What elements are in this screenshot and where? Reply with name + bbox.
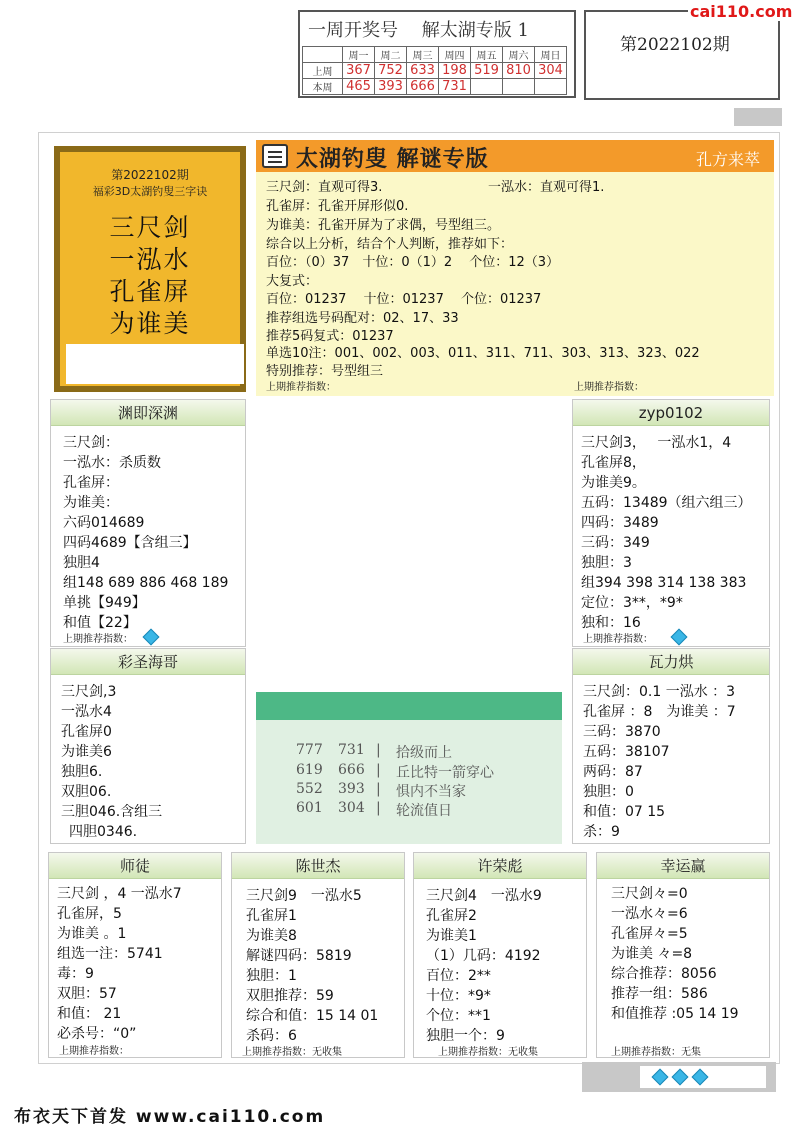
card-line: 一泓水々=6 xyxy=(611,906,688,922)
recommend-index-label: 上期推荐指数：无集 xyxy=(611,1047,701,1058)
poem-text: 丘比特一箭穿心 xyxy=(396,765,494,781)
card-line: 百位：2** xyxy=(426,968,491,984)
rating-strip-inner xyxy=(640,1066,766,1088)
recommend-index-label: 上期推荐指数：无收集 xyxy=(242,1047,342,1058)
recommend-index-label: 上期推荐指数： xyxy=(574,382,644,393)
gold-line: 孔雀屏 xyxy=(109,277,191,306)
card-line: 组394 398 314 138 383 xyxy=(581,575,747,591)
card-line: 三尺剑：0.1 一泓水 ：3 xyxy=(583,684,736,700)
card-chenshijie xyxy=(231,852,405,1058)
site-logo[interactable]: cai110.com xyxy=(690,2,793,21)
gold-line: 三尺剑 xyxy=(109,213,191,242)
card-title: zyp0102 xyxy=(573,400,769,426)
result-cell xyxy=(471,79,503,95)
card-xurongbiao xyxy=(413,852,587,1058)
card-caisheng xyxy=(50,648,246,844)
card-line: 毒：9 xyxy=(57,966,94,982)
poem-separator: | xyxy=(376,742,381,758)
card-line: 六码014689 xyxy=(63,515,145,531)
card-line: 为谁美 々=8 xyxy=(611,946,693,962)
poem-text: 轮流值日 xyxy=(396,803,452,819)
card-line: 三尺剑9 一泓水5 xyxy=(246,888,362,904)
middle-blank-area xyxy=(256,398,562,690)
card-line: 三尺剑 ，4 一泓水7 xyxy=(57,886,182,902)
recommend-index-label: 上期推荐指数： xyxy=(63,634,133,645)
footer-text: 布衣天下首发 www.cai110.com xyxy=(14,1107,326,1127)
card-line: 为谁美 。1 xyxy=(57,926,127,942)
card-line: 三尺剑4 一泓水9 xyxy=(426,888,542,904)
card-line: 孔雀屏2 xyxy=(426,908,477,924)
poem-text: 拾级而上 xyxy=(396,745,452,761)
card-line: （1）几码：4192 xyxy=(426,948,541,964)
result-cell: 465 xyxy=(343,79,375,95)
article-line: 特别推荐：号型组三 xyxy=(266,364,384,379)
gold-panel xyxy=(54,146,246,392)
article-line: 百位：（0）37 十位：0（1）2 个位：12（3） xyxy=(266,255,560,270)
card-line: 双胆06. xyxy=(61,784,112,800)
card-line: 三码：3870 xyxy=(583,724,661,740)
article-author: 孔方来萃 xyxy=(695,150,760,169)
article-line: 为谁美：孔雀开屏为了求偶，号型组三。 xyxy=(266,218,501,233)
card-line: 和值：07 15 xyxy=(583,804,666,820)
gold-period: 第2022102期 xyxy=(111,168,189,182)
card-line: 五码：13489（组六组三） xyxy=(581,495,752,511)
poem-separator: | xyxy=(376,781,381,797)
day-header: 周三 xyxy=(407,47,439,63)
period-box xyxy=(584,10,780,100)
card-line: 四码4689【含组三】 xyxy=(63,535,197,551)
poem-number: 601 xyxy=(296,800,323,816)
article-line: 百位：01237 十位：01237 个位：01237 xyxy=(266,292,542,307)
card-line: 两码：87 xyxy=(583,764,643,780)
recommend-index-label: 上期推荐指数： xyxy=(583,634,653,645)
card-line: 个位：**1 xyxy=(426,1008,491,1024)
card-yuanji xyxy=(50,399,246,647)
card-line: 三尺剑： xyxy=(63,435,119,451)
poem-number: 777 xyxy=(296,742,323,758)
poem-text: 惧内不当家 xyxy=(396,784,466,800)
card-line: 孔雀屏0 xyxy=(61,724,112,740)
card-line: 孔雀屏 ：8 为谁美 ：7 xyxy=(583,704,736,720)
card-line: 推荐一组：586 xyxy=(611,986,708,1002)
card-line: 单挑【949】 xyxy=(63,595,146,611)
card-title: 师徒 xyxy=(49,853,221,879)
corner-cell xyxy=(303,47,343,63)
diamond-icon xyxy=(672,1069,689,1086)
day-header: 周一 xyxy=(343,47,375,63)
card-line: 独胆：0 xyxy=(583,784,634,800)
gold-line: 为谁美 xyxy=(109,309,191,338)
card-line: 和值【22】 xyxy=(63,615,137,631)
card-line: 三码：349 xyxy=(581,535,650,551)
result-cell: 666 xyxy=(407,79,439,95)
card-line: 双胆推荐：59 xyxy=(246,988,334,1004)
card-line: 独胆：1 xyxy=(246,968,297,984)
poem-number: 619 xyxy=(296,762,323,778)
result-cell: 633 xyxy=(407,63,439,79)
card-line: 一泓水：杀质数 xyxy=(63,455,161,471)
result-cell: 367 xyxy=(343,63,375,79)
card-title: 许荣彪 xyxy=(414,853,586,879)
poem-number: 666 xyxy=(338,762,365,778)
card-line: 和值推荐 :05 14 19 xyxy=(611,1006,739,1022)
poem-separator: | xyxy=(376,762,381,778)
gold-subtitle: 福彩3D太湖钓叟三字诀 xyxy=(92,185,208,198)
gold-line: 一泓水 xyxy=(109,245,191,274)
card-walihong xyxy=(572,648,770,844)
card-line: 双胆：57 xyxy=(57,986,117,1002)
card-line: 独和：16 xyxy=(581,615,641,631)
article-header xyxy=(256,140,774,172)
card-line: 解谜四码：5819 xyxy=(246,948,352,964)
poem-number: 552 xyxy=(296,781,323,797)
card-line: 必杀号：“0” xyxy=(57,1026,137,1042)
card-line: 和值： 21 xyxy=(57,1006,122,1022)
card-line: 孔雀屏： xyxy=(63,475,119,491)
card-line: 为谁美： xyxy=(63,495,119,511)
article-line: 推荐组选号码配对：02、17、33 xyxy=(266,311,459,326)
result-cell: 810 xyxy=(503,63,535,79)
card-line: 为谁美8 xyxy=(246,928,297,944)
card-line: 综合推荐：8056 xyxy=(611,966,717,982)
article-line: 一泓水：直观可得1. xyxy=(488,180,605,195)
poem-number: 304 xyxy=(338,800,365,816)
card-line: 孔雀屏，5 xyxy=(57,906,122,922)
poem-number: 393 xyxy=(338,781,365,797)
card-title: 彩圣海哥 xyxy=(51,649,245,675)
card-line: 孔雀屏々=5 xyxy=(611,926,688,942)
card-line: 独胆一个：9 xyxy=(426,1028,505,1044)
result-cell: 752 xyxy=(375,63,407,79)
card-line: 杀码：6 xyxy=(246,1028,297,1044)
card-line: 独胆6. xyxy=(61,764,103,780)
weekly-results-title: 一周开奖号 解太湖专版 1 xyxy=(308,20,529,41)
result-cell: 198 xyxy=(439,63,471,79)
card-line: 五码：38107 xyxy=(583,744,670,760)
article-line: 单选10注：001、002、003、011、311、711、303、313、323、022 xyxy=(266,346,700,361)
day-header: 周四 xyxy=(439,47,471,63)
card-line: 孔雀屏1 xyxy=(246,908,297,924)
card-shitu xyxy=(48,852,222,1058)
recommend-index-label: 上期推荐指数： xyxy=(266,382,336,393)
recommend-index-label: 上期推荐指数： xyxy=(59,1046,129,1057)
card-line: 杀：9 xyxy=(583,824,620,840)
article-line: 综合以上分析，结合个人判断，推荐如下： xyxy=(266,237,514,252)
result-cell xyxy=(535,79,567,95)
card-line: 为谁美9。 xyxy=(581,475,646,491)
gold-blank-area xyxy=(66,344,244,384)
row-label: 本周 xyxy=(303,79,343,95)
card-line: 综合和值：15 14 01 xyxy=(246,1008,379,1024)
article-line: 大复式： xyxy=(266,274,319,289)
day-header: 周六 xyxy=(503,47,535,63)
diamond-icon xyxy=(692,1069,709,1086)
day-header: 周二 xyxy=(375,47,407,63)
article-body xyxy=(256,172,774,396)
article-title: 太湖钓叟 解谜专版 xyxy=(296,146,489,172)
weekly-results-table xyxy=(302,46,567,95)
card-title: 陈世杰 xyxy=(232,853,404,879)
card-line: 为谁美6 xyxy=(61,744,112,760)
card-line: 三尺剑3， 一泓水1，4 xyxy=(581,435,732,451)
row-label: 上周 xyxy=(303,63,343,79)
green-bar xyxy=(256,692,562,720)
article-line: 推荐5码复式：01237 xyxy=(266,329,394,344)
rating-strip xyxy=(582,1062,776,1092)
result-cell xyxy=(503,79,535,95)
day-header: 周日 xyxy=(535,47,567,63)
result-cell: 519 xyxy=(471,63,503,79)
diamond-icon xyxy=(652,1069,669,1086)
poem-box xyxy=(256,720,562,844)
card-line: 为谁美1 xyxy=(426,928,477,944)
scroll-icon xyxy=(262,144,288,168)
card-title: 瓦力烘 xyxy=(573,649,769,675)
diamond-icon xyxy=(143,629,160,646)
card-line: 四胆0346. xyxy=(69,824,138,840)
card-line: 三尺剑,3 xyxy=(61,684,117,700)
card-line: 独胆：3 xyxy=(581,555,632,571)
weekly-results-box xyxy=(298,10,576,98)
gray-tab xyxy=(734,108,782,126)
card-line: 定位：3**，*9* xyxy=(581,595,683,611)
card-line: 三胆046.含组三 xyxy=(61,804,163,820)
period-label: 第2022102期 xyxy=(620,35,730,55)
article-line: 孔雀屏：孔雀开屏形似0. xyxy=(266,199,409,214)
article-line: 三尺剑：直观可得3. xyxy=(266,180,383,195)
card-line: 四码：3489 xyxy=(581,515,659,531)
diamond-icon xyxy=(671,629,688,646)
card-line: 组148 689 886 468 189 xyxy=(63,575,229,591)
result-cell: 731 xyxy=(439,79,471,95)
recommend-index-label: 上期推荐指数：无收集 xyxy=(438,1047,538,1058)
card-line: 三尺剑々=0 xyxy=(611,886,688,902)
card-xingyunying xyxy=(596,852,770,1058)
poem-separator: | xyxy=(376,800,381,816)
card-line: 一泓水4 xyxy=(61,704,112,720)
card-zyp0102 xyxy=(572,399,770,647)
card-line: 独胆4 xyxy=(63,555,100,571)
day-header: 周五 xyxy=(471,47,503,63)
card-line: 孔雀屏8， xyxy=(581,455,646,471)
poem-number: 731 xyxy=(338,742,365,758)
card-line: 十位：*9* xyxy=(426,988,491,1004)
card-title: 幸运赢 xyxy=(597,853,769,879)
card-line: 组选一注：5741 xyxy=(57,946,163,962)
gold-panel-inner xyxy=(60,152,240,386)
card-title: 渊即深渊 xyxy=(51,400,245,426)
result-cell: 393 xyxy=(375,79,407,95)
result-cell: 304 xyxy=(535,63,567,79)
